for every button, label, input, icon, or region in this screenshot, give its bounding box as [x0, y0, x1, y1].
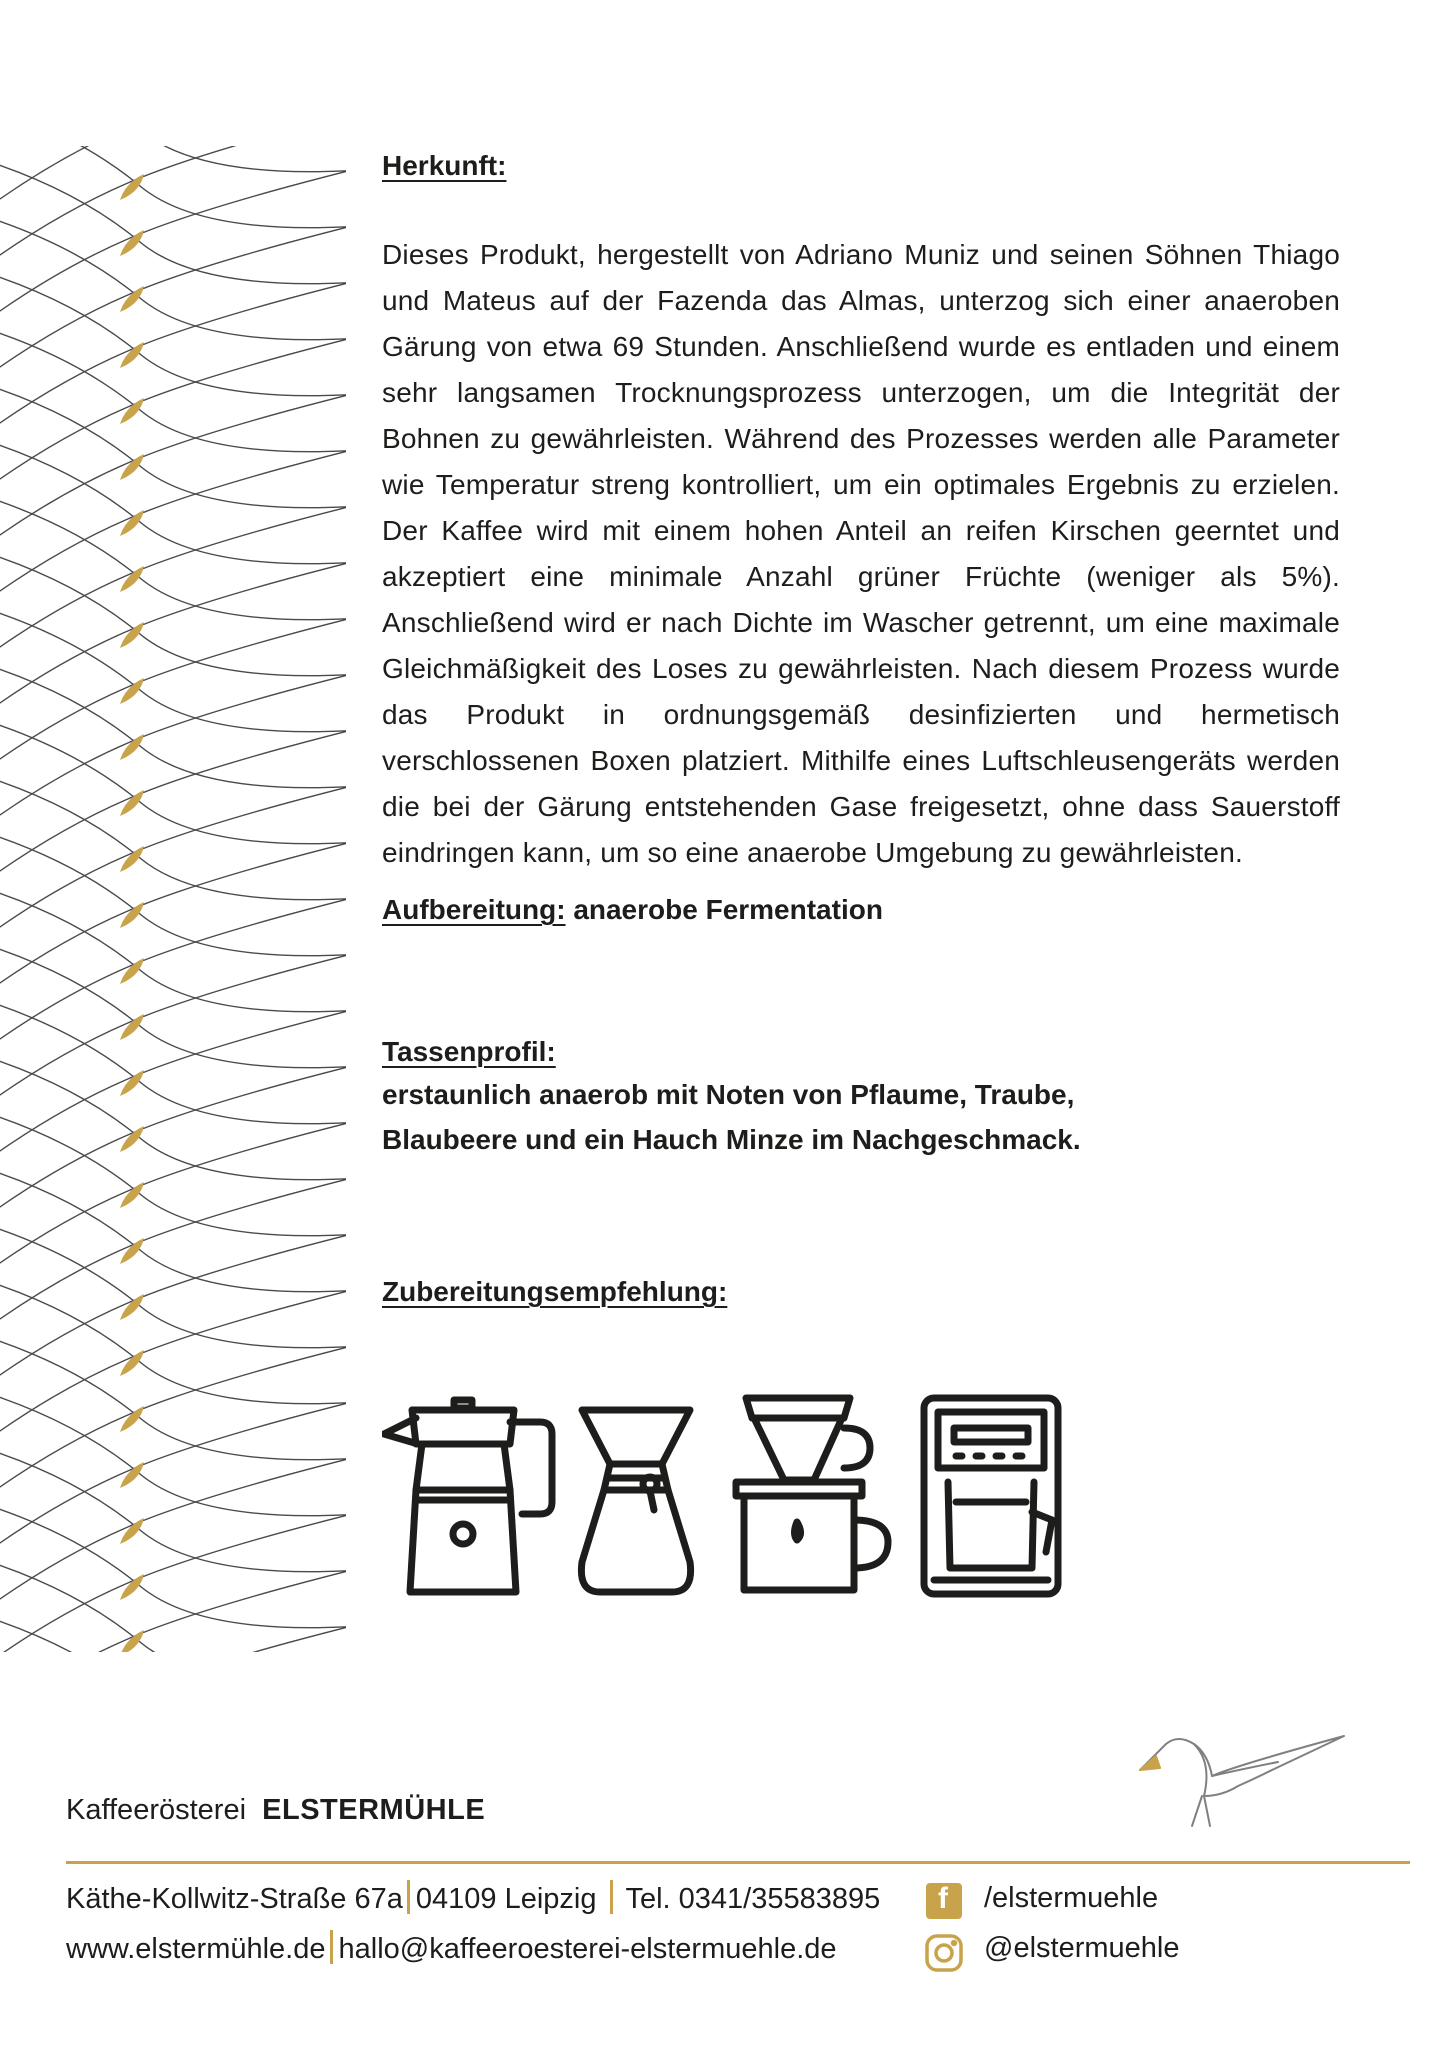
processing-line	[382, 888, 1340, 932]
city: 04109 Leipzig	[415, 1883, 597, 1915]
street: Käthe-Kollwitz-Straße 67a	[66, 1883, 403, 1915]
pour-over-icon	[736, 1398, 888, 1590]
processing-label: Aufbereitung:	[382, 894, 566, 925]
phone: Tel. 0341/35583895	[625, 1883, 881, 1915]
processing-value: anaerobe Fermentation	[573, 894, 883, 925]
preparation-heading: Zubereitungsempfehlung:	[382, 1276, 728, 1307]
separator	[610, 1880, 613, 1914]
web-line	[66, 1930, 837, 1966]
brand-prefix: Kaffeerösterei	[66, 1794, 247, 1826]
separator	[407, 1880, 410, 1914]
magpie-logo	[1138, 1726, 1348, 1830]
filter-coffee-machine-icon	[924, 1398, 1058, 1594]
footer-divider	[66, 1861, 1410, 1864]
brand-line	[66, 1794, 485, 1827]
main-content	[382, 146, 1340, 1312]
separator	[330, 1930, 333, 1964]
cup-profile-line-1: erstaunlich anaerob mit Noten von Pflaume, Traube,	[382, 1079, 1075, 1110]
cup-profile-heading: Tassenprofil:	[382, 1036, 556, 1067]
email-link[interactable]: hallo@kaffeeroesterei-elstermuehle.de	[338, 1933, 837, 1965]
chemex-icon	[581, 1410, 690, 1592]
facebook-icon: f	[926, 1883, 962, 1919]
facebook-handle[interactable]: /elstermuehle	[984, 1882, 1159, 1914]
brand-name: ELSTERMÜHLE	[262, 1794, 486, 1826]
decorative-wave-pattern	[0, 146, 346, 1652]
origin-text: Dieses Produkt, hergestellt von Adriano Muniz und seinen Söhnen Thiago und Mateus auf der Fazenda das Almas, unterzog sich einer anaeroben Gärung von etwa 69 Stunden. Anschließend wurde es entladen und einem sehr langsamen Trocknungsprozess unterzogen, um die Integrität der Bohnen zu gewährleisten. Während des Prozesses werden alle Parameter wie Temperatur streng kontrolliert, um ein optimales Ergebnis zu erzielen. Der Kaffee wird mit einem hohen Anteil an reifen Kirschen geerntet und akzeptiert eine minimale Anzahl grüner Früchte (weniger als 5%). Anschließend wird er nach Dichte im Wascher getrennt, um eine maximale Gleichmäßigkeit des Loses zu gewährleisten. Nach diesem Prozess wurde das Produkt in ordnungsgemäß desinfizierten und hermetisch verschlossenen Boxen platziert. Mithilfe eines Luftschleusengeräts werden die bei der Gärung entstehenden Gase freigesetzt, ohne dass Sauerstoff eindringen kann, um so eine anaerobe Umgebung zu gewährleisten.	[382, 239, 1340, 868]
instagram-handle[interactable]: @elstermuehle	[984, 1932, 1180, 1964]
address-line	[66, 1880, 880, 1916]
cup-profile-line-2: Blaubeere und ein Hauch Minze im Nachgeschmack.	[382, 1124, 1081, 1155]
instagram-icon	[924, 1933, 964, 1973]
website-link[interactable]: www.elstermühle.de	[66, 1933, 326, 1965]
moka-pot-icon	[384, 1400, 552, 1592]
preparation-icons	[382, 1392, 1082, 1602]
origin-heading: Herkunft:	[382, 150, 507, 181]
